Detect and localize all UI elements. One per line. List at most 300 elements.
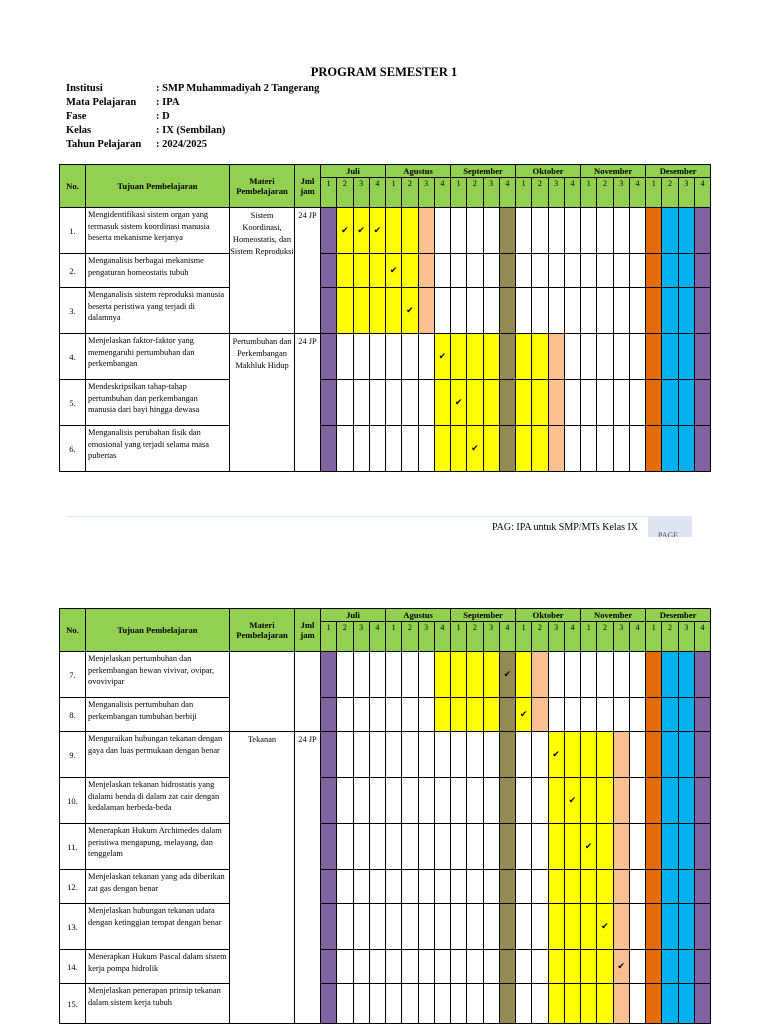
week-cell bbox=[613, 652, 629, 698]
week-cell bbox=[564, 288, 580, 334]
week-cell bbox=[646, 288, 662, 334]
week-cell bbox=[451, 904, 467, 950]
header-week: 4 bbox=[369, 622, 385, 652]
week-cell bbox=[402, 950, 418, 984]
week-cell bbox=[548, 950, 564, 984]
week-cell bbox=[678, 904, 694, 950]
week-cell bbox=[337, 950, 353, 984]
week-cell bbox=[369, 870, 385, 904]
week-cell bbox=[483, 288, 499, 334]
week-cell bbox=[499, 904, 515, 950]
week-cell bbox=[369, 824, 385, 870]
week-cell bbox=[532, 334, 548, 380]
header-week: 3 bbox=[548, 178, 564, 208]
week-cell bbox=[402, 870, 418, 904]
table-row bbox=[60, 698, 711, 732]
page-title: PROGRAM SEMESTER 1 bbox=[310, 65, 458, 79]
week-cell bbox=[613, 698, 629, 732]
week-cell bbox=[337, 870, 353, 904]
header-row bbox=[60, 609, 711, 622]
header-week: 1 bbox=[451, 178, 467, 208]
week-cell bbox=[662, 288, 678, 334]
week-cell bbox=[337, 380, 353, 426]
week-cell bbox=[467, 334, 483, 380]
week-cell bbox=[646, 208, 662, 254]
week-cell bbox=[499, 698, 515, 732]
check-icon: ✔ bbox=[568, 795, 577, 805]
week-cell bbox=[337, 334, 353, 380]
week-cell bbox=[548, 870, 564, 904]
week-cell bbox=[402, 208, 418, 254]
week-cell bbox=[629, 288, 645, 334]
week-cell bbox=[353, 380, 369, 426]
header-week: 1 bbox=[516, 178, 532, 208]
week-cell bbox=[386, 984, 402, 1024]
header-week: 1 bbox=[581, 622, 597, 652]
week-cell bbox=[386, 732, 402, 778]
week-cell bbox=[451, 334, 467, 380]
week-cell bbox=[694, 904, 710, 950]
header-week: 4 bbox=[369, 178, 385, 208]
week-cell bbox=[581, 652, 597, 698]
week-cell bbox=[386, 870, 402, 904]
header-week: 3 bbox=[613, 622, 629, 652]
week-cell bbox=[353, 778, 369, 824]
week-cell bbox=[467, 824, 483, 870]
week-cell bbox=[483, 984, 499, 1024]
week-cell bbox=[434, 288, 450, 334]
row-jam: 24 JP bbox=[295, 334, 321, 472]
header-week: 3 bbox=[678, 178, 694, 208]
week-cell bbox=[613, 950, 629, 984]
week-cell bbox=[321, 870, 337, 904]
week-cell bbox=[467, 426, 483, 472]
check-icon: ✔ bbox=[341, 225, 349, 235]
week-cell bbox=[694, 426, 710, 472]
week-cell bbox=[516, 950, 532, 984]
week-cell bbox=[451, 732, 467, 778]
row-tujuan: Mendeskripsikan tahap-tahap pertumbuhan dan perkembangan manusia dari bayi hingga dewasa bbox=[86, 380, 230, 426]
week-cell bbox=[564, 334, 580, 380]
week-cell bbox=[581, 380, 597, 426]
header-month: Agustus bbox=[386, 609, 451, 622]
week-cell bbox=[418, 288, 434, 334]
row-materi bbox=[230, 652, 295, 732]
row-number: 3. bbox=[60, 288, 86, 334]
week-cell bbox=[662, 698, 678, 732]
week-cell bbox=[532, 380, 548, 426]
header-tujuan: Tujuan Pembelajaran bbox=[86, 165, 230, 208]
check-icon: ✔ bbox=[438, 351, 447, 361]
row-number: 13. bbox=[60, 904, 86, 950]
week-cell bbox=[646, 334, 662, 380]
check-icon: ✔ bbox=[373, 225, 382, 235]
week-cell bbox=[597, 824, 613, 870]
week-cell bbox=[548, 208, 564, 254]
week-cell bbox=[564, 824, 580, 870]
week-cell bbox=[418, 778, 434, 824]
table-row bbox=[60, 334, 711, 380]
week-cell bbox=[483, 732, 499, 778]
week-cell bbox=[321, 208, 337, 254]
header-week: 4 bbox=[694, 178, 710, 208]
week-cell bbox=[662, 254, 678, 288]
week-cell bbox=[434, 652, 450, 698]
week-cell bbox=[369, 778, 385, 824]
week-cell bbox=[532, 208, 548, 254]
info-label: Tahun Pelajaran bbox=[66, 139, 142, 150]
week-cell bbox=[548, 288, 564, 334]
week-cell bbox=[678, 334, 694, 380]
week-cell bbox=[337, 904, 353, 950]
week-cell bbox=[418, 426, 434, 472]
row-materi: Sistem Koordinasi, Homeostatis, dan Sistem Reproduksi bbox=[230, 208, 295, 334]
week-cell bbox=[321, 698, 337, 732]
week-cell bbox=[581, 208, 597, 254]
header-jam: Jml jam bbox=[295, 165, 321, 208]
header-materi: Materi Pembelajaran bbox=[230, 165, 295, 208]
info-row bbox=[66, 82, 319, 96]
week-cell bbox=[353, 254, 369, 288]
row-number: 15. bbox=[60, 984, 86, 1024]
week-cell bbox=[321, 652, 337, 698]
week-cell bbox=[694, 208, 710, 254]
header-week: 2 bbox=[662, 622, 678, 652]
week-cell bbox=[564, 870, 580, 904]
week-cell bbox=[386, 426, 402, 472]
week-cell bbox=[678, 254, 694, 288]
page-badge-label: PAGE bbox=[658, 531, 679, 537]
week-cell bbox=[402, 334, 418, 380]
week-cell bbox=[353, 732, 369, 778]
page-number-badge bbox=[648, 516, 692, 537]
week-cell bbox=[499, 824, 515, 870]
table-row bbox=[60, 426, 711, 472]
week-cell bbox=[662, 652, 678, 698]
week-cell bbox=[516, 870, 532, 904]
week-cell bbox=[483, 824, 499, 870]
header-week: 4 bbox=[434, 178, 450, 208]
table-row bbox=[60, 254, 711, 288]
week-cell bbox=[532, 870, 548, 904]
week-cell bbox=[678, 208, 694, 254]
table-row bbox=[60, 824, 711, 870]
week-cell bbox=[434, 950, 450, 984]
week-cell bbox=[386, 380, 402, 426]
info-label: Institusi bbox=[66, 83, 103, 94]
header-week: 1 bbox=[646, 622, 662, 652]
week-cell bbox=[662, 426, 678, 472]
week-cell bbox=[369, 950, 385, 984]
week-cell bbox=[369, 698, 385, 732]
header-no: No. bbox=[60, 609, 86, 652]
info-row bbox=[66, 124, 319, 138]
week-cell bbox=[499, 288, 515, 334]
week-cell bbox=[516, 824, 532, 870]
week-cell bbox=[662, 732, 678, 778]
header-week: 2 bbox=[402, 622, 418, 652]
week-cell bbox=[467, 208, 483, 254]
week-cell bbox=[532, 904, 548, 950]
week-cell bbox=[581, 870, 597, 904]
week-cell bbox=[369, 288, 385, 334]
week-cell bbox=[613, 904, 629, 950]
row-number: 10. bbox=[60, 778, 86, 824]
header-week: 4 bbox=[564, 178, 580, 208]
week-cell bbox=[499, 208, 515, 254]
week-cell bbox=[451, 288, 467, 334]
week-cell bbox=[434, 904, 450, 950]
header-week: 3 bbox=[418, 178, 434, 208]
week-cell bbox=[613, 778, 629, 824]
week-cell bbox=[662, 778, 678, 824]
week-cell bbox=[629, 950, 645, 984]
week-cell bbox=[353, 652, 369, 698]
week-cell bbox=[629, 778, 645, 824]
week-cell bbox=[402, 652, 418, 698]
header-month: November bbox=[581, 165, 646, 178]
week-cell bbox=[694, 288, 710, 334]
header-week: 1 bbox=[321, 178, 337, 208]
header-week: 2 bbox=[597, 622, 613, 652]
week-cell bbox=[548, 732, 564, 778]
row-materi: Tekanan bbox=[230, 732, 295, 1024]
check-icon: ✔ bbox=[454, 397, 463, 407]
week-cell bbox=[353, 698, 369, 732]
row-number: 7. bbox=[60, 652, 86, 698]
table-row bbox=[60, 950, 711, 984]
document-info bbox=[66, 82, 319, 152]
week-cell bbox=[516, 652, 532, 698]
week-cell bbox=[483, 778, 499, 824]
header-month: Juli bbox=[321, 165, 386, 178]
row-tujuan: Menjelaskan penerapan prinsip tekanan dalam sistem kerja tubuh bbox=[86, 984, 230, 1024]
info-label: Mata Pelajaran bbox=[66, 97, 137, 108]
week-cell bbox=[678, 698, 694, 732]
week-cell bbox=[613, 824, 629, 870]
week-cell bbox=[646, 652, 662, 698]
week-cell bbox=[451, 208, 467, 254]
week-cell bbox=[694, 870, 710, 904]
header-tujuan: Tujuan Pembelajaran bbox=[86, 609, 230, 652]
row-tujuan: Menguraikan hubungan tekanan dengan gaya dan luas permukaan dengan benar bbox=[86, 732, 230, 778]
week-cell bbox=[678, 426, 694, 472]
week-cell bbox=[321, 732, 337, 778]
week-cell bbox=[646, 870, 662, 904]
week-cell bbox=[662, 380, 678, 426]
week-cell bbox=[337, 254, 353, 288]
week-cell bbox=[662, 984, 678, 1024]
week-cell bbox=[564, 254, 580, 288]
check-icon: ✔ bbox=[601, 921, 609, 931]
week-cell bbox=[467, 778, 483, 824]
row-tujuan: Menganalisis pertumbuhan dan perkembangan tumbuhan berbiji bbox=[86, 698, 230, 732]
week-cell bbox=[629, 698, 645, 732]
week-cell bbox=[597, 208, 613, 254]
week-cell bbox=[613, 380, 629, 426]
week-cell bbox=[499, 778, 515, 824]
week-cell bbox=[483, 208, 499, 254]
week-cell bbox=[353, 984, 369, 1024]
week-cell bbox=[532, 288, 548, 334]
header-week: 3 bbox=[483, 178, 499, 208]
header-week: 2 bbox=[337, 178, 353, 208]
week-cell bbox=[678, 288, 694, 334]
check-icon: ✔ bbox=[406, 305, 414, 315]
header-week: 4 bbox=[629, 178, 645, 208]
week-cell bbox=[402, 904, 418, 950]
week-cell bbox=[337, 778, 353, 824]
week-cell bbox=[629, 334, 645, 380]
week-cell bbox=[564, 652, 580, 698]
week-cell bbox=[548, 652, 564, 698]
week-cell bbox=[418, 950, 434, 984]
check-icon: ✔ bbox=[503, 669, 512, 679]
week-cell bbox=[532, 254, 548, 288]
week-cell bbox=[516, 698, 532, 732]
week-cell bbox=[581, 732, 597, 778]
week-cell bbox=[418, 334, 434, 380]
footer-divider bbox=[66, 516, 692, 517]
week-cell bbox=[564, 426, 580, 472]
week-cell bbox=[646, 778, 662, 824]
header-week: 4 bbox=[499, 622, 515, 652]
week-cell bbox=[629, 984, 645, 1024]
header-week: 3 bbox=[548, 622, 564, 652]
week-cell bbox=[451, 824, 467, 870]
week-cell bbox=[581, 288, 597, 334]
table-row bbox=[60, 652, 711, 698]
row-tujuan: Menganalisis berbagai mekanisme pengaturan homeostatis tubuh bbox=[86, 254, 230, 288]
week-cell bbox=[353, 904, 369, 950]
week-cell bbox=[434, 334, 450, 380]
week-cell bbox=[467, 698, 483, 732]
week-cell bbox=[434, 380, 450, 426]
week-cell bbox=[369, 652, 385, 698]
week-cell bbox=[564, 904, 580, 950]
week-cell bbox=[321, 254, 337, 288]
week-cell bbox=[499, 652, 515, 698]
week-cell bbox=[353, 208, 369, 254]
row-tujuan: Menganalisis perubahan fisik dan emosional yang terjadi selama masa pubertas bbox=[86, 426, 230, 472]
week-cell bbox=[694, 334, 710, 380]
week-cell bbox=[694, 380, 710, 426]
week-cell bbox=[548, 380, 564, 426]
week-cell bbox=[483, 950, 499, 984]
header-month: September bbox=[451, 165, 516, 178]
week-cell bbox=[629, 652, 645, 698]
week-cell bbox=[499, 870, 515, 904]
header-week: 3 bbox=[483, 622, 499, 652]
week-cell bbox=[353, 288, 369, 334]
week-cell bbox=[353, 426, 369, 472]
week-cell bbox=[499, 426, 515, 472]
week-cell bbox=[434, 984, 450, 1024]
week-cell bbox=[564, 778, 580, 824]
header-week: 4 bbox=[564, 622, 580, 652]
week-cell bbox=[418, 652, 434, 698]
week-cell bbox=[386, 778, 402, 824]
week-cell bbox=[694, 254, 710, 288]
week-cell bbox=[581, 254, 597, 288]
week-cell bbox=[467, 380, 483, 426]
week-cell bbox=[532, 426, 548, 472]
header-week: 1 bbox=[386, 178, 402, 208]
header-week: 2 bbox=[532, 178, 548, 208]
header-week: 1 bbox=[516, 622, 532, 652]
week-cell bbox=[548, 254, 564, 288]
header-week: 2 bbox=[597, 178, 613, 208]
week-cell bbox=[597, 334, 613, 380]
week-cell bbox=[581, 426, 597, 472]
week-cell bbox=[564, 698, 580, 732]
week-cell bbox=[597, 698, 613, 732]
week-cell bbox=[597, 904, 613, 950]
week-cell bbox=[321, 950, 337, 984]
header-week: 3 bbox=[353, 622, 369, 652]
week-cell bbox=[581, 698, 597, 732]
week-cell bbox=[418, 208, 434, 254]
week-cell bbox=[499, 334, 515, 380]
header-week: 2 bbox=[662, 178, 678, 208]
week-cell bbox=[548, 984, 564, 1024]
row-number: 4. bbox=[60, 334, 86, 380]
week-cell bbox=[386, 208, 402, 254]
week-cell bbox=[467, 254, 483, 288]
week-cell bbox=[662, 950, 678, 984]
table-row bbox=[60, 732, 711, 778]
check-icon: ✔ bbox=[471, 443, 479, 453]
header-week: 4 bbox=[499, 178, 515, 208]
week-cell bbox=[532, 732, 548, 778]
check-icon: ✔ bbox=[357, 225, 365, 235]
table-row bbox=[60, 904, 711, 950]
week-cell bbox=[434, 732, 450, 778]
header-no: No. bbox=[60, 165, 86, 208]
week-cell bbox=[353, 824, 369, 870]
week-cell bbox=[451, 380, 467, 426]
week-cell bbox=[402, 426, 418, 472]
week-cell bbox=[662, 208, 678, 254]
week-cell bbox=[467, 288, 483, 334]
row-number: 5. bbox=[60, 380, 86, 426]
week-cell bbox=[402, 254, 418, 288]
week-cell bbox=[434, 824, 450, 870]
schedule-table bbox=[59, 608, 711, 1024]
week-cell bbox=[451, 652, 467, 698]
row-number: 8. bbox=[60, 698, 86, 732]
week-cell bbox=[369, 208, 385, 254]
week-cell bbox=[402, 698, 418, 732]
week-cell bbox=[597, 732, 613, 778]
week-cell bbox=[629, 380, 645, 426]
week-cell bbox=[321, 824, 337, 870]
info-row bbox=[66, 96, 319, 110]
week-cell bbox=[499, 950, 515, 984]
row-jam: 24 JP bbox=[295, 208, 321, 334]
week-cell bbox=[516, 254, 532, 288]
info-value: : IPA bbox=[156, 97, 180, 108]
week-cell bbox=[483, 870, 499, 904]
week-cell bbox=[613, 732, 629, 778]
header-week: 3 bbox=[678, 622, 694, 652]
week-cell bbox=[467, 870, 483, 904]
week-cell bbox=[402, 380, 418, 426]
header-week: 1 bbox=[581, 178, 597, 208]
week-cell bbox=[337, 652, 353, 698]
row-number: 14. bbox=[60, 950, 86, 984]
week-cell bbox=[321, 984, 337, 1024]
